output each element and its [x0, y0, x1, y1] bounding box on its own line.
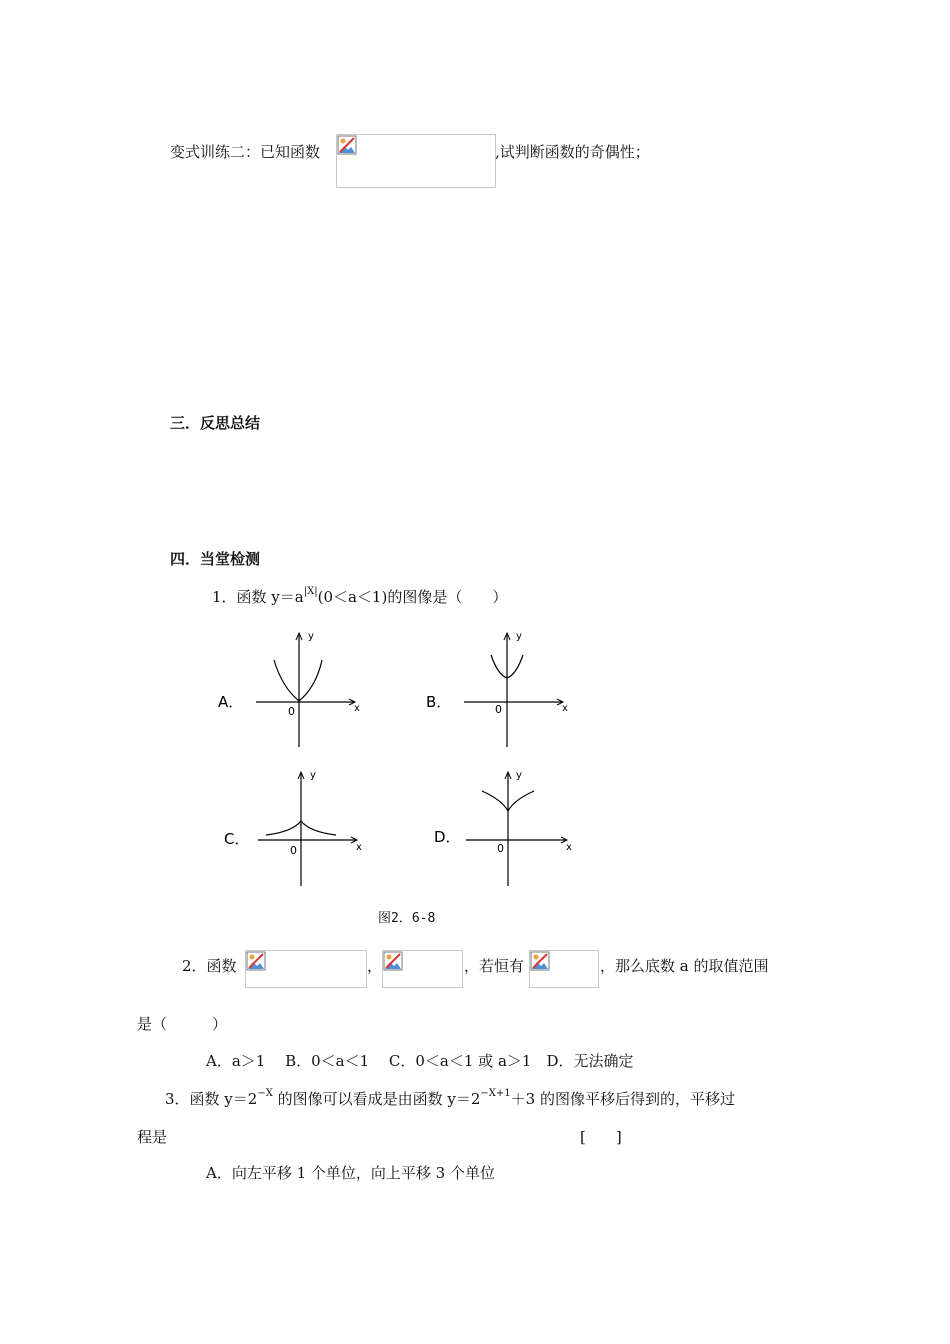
q1-exponent: |X|	[303, 586, 318, 597]
graph-c-x-label: x	[356, 842, 362, 853]
question-3-text: 3．函数 $y=2^{-X}$ 的图像可以看成是由函数 $y=2^{-X+1}+3$ 的图像平移后得到的，平移过	[165, 1088, 735, 1108]
q2-line2: 是（ ）	[137, 1015, 228, 1033]
broken-image-icon	[337, 135, 357, 155]
broken-image-icon	[246, 951, 266, 971]
q3-exponent-2: −X+1	[480, 1088, 511, 1099]
graph-d-label: D．	[434, 828, 461, 846]
graph-c-y-label: y	[310, 770, 316, 781]
graph-option-b	[420, 625, 580, 755]
question-2-prefix: 2．函数	[182, 957, 237, 975]
question-1-text: 1．函数 $y=a^{|X|}(0<a<1)$的图像是（ ）	[212, 586, 508, 606]
broken-image-icon	[383, 951, 403, 971]
section-title-reflection: 三．反思总结	[170, 414, 261, 432]
graph-b-y-label: y	[516, 631, 522, 642]
graph-option-c	[212, 764, 372, 894]
graph-a-x-label: x	[354, 703, 360, 714]
q2-comma: ，	[367, 957, 383, 975]
graph-a-y-label: y	[308, 631, 314, 642]
q3-exponent-1: −X	[257, 1088, 273, 1099]
graph-b-x-label: x	[562, 703, 568, 714]
q3-answer-bracket: [ ]	[580, 1128, 622, 1146]
graph-a-label: A．	[218, 693, 244, 711]
q2-middle: ，若恒有	[464, 957, 525, 975]
q2-formula-image-3	[529, 950, 599, 988]
graph-b-label: B．	[426, 693, 452, 711]
graph-option-d	[420, 764, 580, 894]
q3-option-a: A．向左平移 1 个单位，向上平移 3 个单位	[206, 1164, 495, 1182]
graph-d-origin: 0	[497, 842, 504, 855]
graph-c-label: C．	[224, 830, 250, 848]
q3-line2: 程是	[137, 1128, 168, 1146]
broken-image-icon	[530, 951, 550, 971]
q2-options: A．a＞1 B．0＜a＜1 C．0＜a＜1 或 a＞1 D．无法确定	[206, 1052, 634, 1070]
formula-image-placeholder	[336, 134, 496, 188]
variant-prefix: 变式训练二：已知函数	[170, 143, 321, 161]
q2-formula-image-2	[382, 950, 463, 988]
variant-suffix: ,试判断函数的奇偶性；	[495, 143, 650, 161]
graph-b-origin: 0	[495, 703, 502, 716]
q2-formula-image-1	[245, 950, 367, 988]
graph-d-x-label: x	[566, 842, 572, 853]
graph-a-origin: 0	[288, 705, 295, 718]
graph-option-a	[212, 625, 372, 755]
figure-caption: 图2．6-8	[378, 911, 436, 926]
graph-c-origin: 0	[290, 844, 297, 857]
section-title-check: 四．当堂检测	[170, 550, 261, 568]
graph-d-y-label: y	[516, 770, 522, 781]
q2-suffix: ，那么底数 a 的取值范围	[600, 957, 769, 975]
